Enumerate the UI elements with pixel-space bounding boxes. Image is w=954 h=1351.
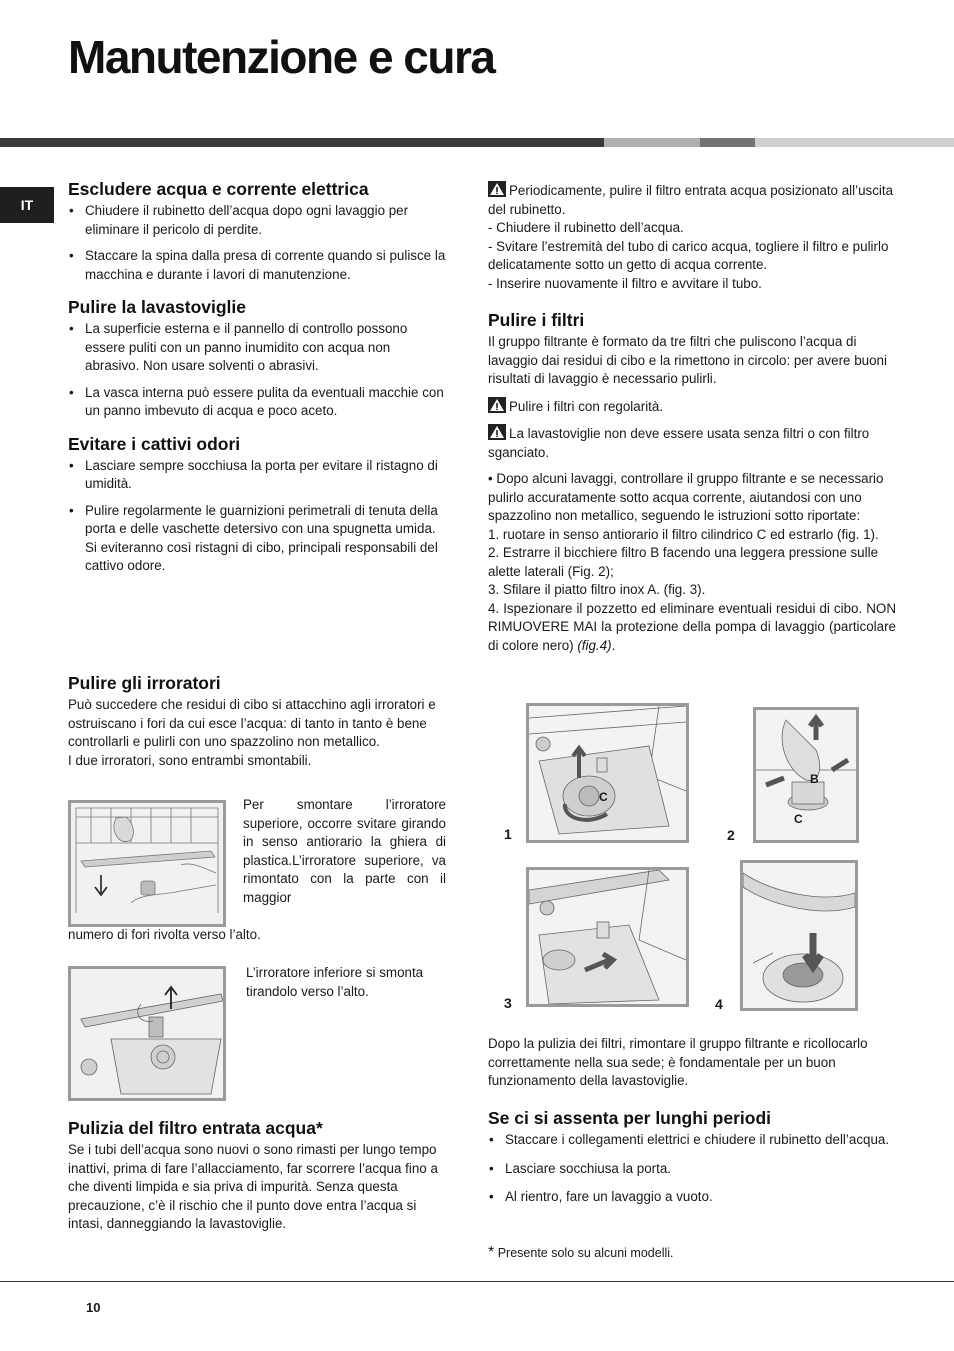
footnote-text: Presente solo su alcuni modelli.: [497, 1246, 674, 1260]
page-title: Manutenzione e cura: [68, 31, 495, 83]
step-line: [488, 600, 896, 656]
section-odors: [68, 433, 446, 576]
paragraph: Per smontare l’irroratore superiore, occorre svitare girando in senso antiorario la ghiera di plastica.L’irroratore superiore, va rimontato con la parte con il maggior: [243, 797, 446, 905]
figure-number: 2: [727, 827, 735, 843]
warning-text: Periodicamente, pulire il filtro entrata acqua posizionato all’uscita del rubinetto.: [488, 183, 894, 217]
list-item: • Staccare la spina dalla presa di corrente quando si pulisce la macchina e durante i lavori di manutenzione.: [68, 247, 446, 284]
filter-figure-1: [526, 703, 689, 843]
figure-ref: (fig.4): [577, 637, 612, 653]
section-sprayers: [68, 672, 446, 770]
footer-rule: [0, 1281, 954, 1282]
warning-text: Pulire i filtri con regolarità.: [509, 398, 664, 414]
section-heading: Pulire i filtri: [488, 310, 585, 330]
paragraph: • Dopo alcuni lavaggi, controllare il gruppo filtrante e se necessario pulirlo accuratamente sotto acqua corrente, aiutandosi con uno spazzolino non metallico, seguendo le istruzioni sotto riportate:: [488, 471, 884, 523]
filter-figure-2: [753, 707, 859, 843]
language-tab: IT: [0, 187, 54, 223]
warning-icon: [488, 424, 506, 440]
section-heading: Pulire gli irroratori: [68, 673, 221, 693]
figure-label-c: C: [599, 790, 608, 804]
list-item: • Staccare i collegamenti elettrici e chiudere il rubinetto dell’acqua.: [488, 1131, 896, 1150]
list-item: • La superficie esterna e il pannello di controllo possono essere puliti con un panno inumidito con acqua non abrasivo. Non usare solventi o abrasivi.: [68, 320, 446, 376]
figure-number: 4: [715, 996, 723, 1012]
warning-paragraph: [488, 181, 896, 219]
paragraph: I due irroratori, sono entrambi smontabili.: [68, 752, 312, 768]
section-heading: Evitare i cattivi odori: [68, 433, 241, 454]
figure-number: 3: [504, 995, 512, 1011]
list-item: • Lasciare socchiusa la porta.: [488, 1160, 896, 1179]
section-clean-filters: [488, 309, 896, 655]
warning-paragraph: [488, 424, 896, 462]
list-item: • Chiudere il rubinetto dell’acqua dopo ogni lavaggio per eliminare il pericolo di perdite.: [68, 202, 446, 239]
section-heading: Pulizia del filtro entrata acqua*: [68, 1118, 323, 1138]
step-line: - Inserire nuovamente il filtro e avvitare il tubo.: [488, 275, 762, 291]
right-column: [488, 181, 896, 655]
step-text: 4. Ispezionare il pozzetto ed eliminare eventuali residui di cibo. NON RIMUOVERE MAI la protezione della pompa di lavaggio (particolare di colore nero): [488, 600, 896, 653]
upper-sprayer-illustration: [68, 800, 226, 927]
paragraph: L’irroratore inferiore si smonta tirandolo verso l’alto.: [246, 965, 424, 999]
section-disconnect: [68, 178, 446, 284]
filter-figure-4: [740, 860, 858, 1011]
lower-sprayer-text: [246, 964, 446, 1001]
filter-figure-3-drawing: [529, 870, 686, 1004]
filter-figure-4-drawing: [743, 863, 855, 1008]
step-line: 2. Estrarre il bicchiere filtro B facendo una leggera pressione sulle alette laterali (Fig. 2);: [488, 545, 879, 579]
header-bar-mid: [700, 138, 755, 147]
section-clean-dishwasher: [68, 296, 446, 421]
footnote-star: *: [488, 1244, 495, 1261]
filter-figure-2-drawing: [756, 710, 856, 840]
list-item: • Al rientro, fare un lavaggio a vuoto.: [488, 1188, 896, 1207]
filters-reassemble: [488, 1035, 896, 1091]
warning-icon: [488, 397, 506, 413]
filter-figure-3: [526, 867, 689, 1007]
footnote: [488, 1244, 896, 1263]
inlet-filter-instructions: [488, 181, 896, 293]
filter-figure-1-drawing: [529, 706, 686, 840]
upper-sprayer-drawing: [71, 803, 223, 924]
section-away: [488, 1107, 896, 1215]
section-inlet-filter: [68, 1117, 446, 1234]
paragraph: numero di fori rivolta verso l’alto.: [68, 927, 261, 942]
warning-icon: [488, 181, 506, 197]
figure-label-b: B: [810, 772, 819, 786]
list-item: • Pulire regolarmente le guarnizioni perimetrali di tenuta della porta e delle vaschette detersivo con una spugnetta umida. Si eviteranno così ristagni di cibo, principali responsabili del cattivo odore.: [68, 502, 446, 576]
list-item: • La vasca interna può essere pulita da eventuali macchie con un panno imbevuto di acqua e poco aceto.: [68, 384, 446, 421]
step-line: - Svitare l’estremità del tubo di carico acqua, togliere il filtro e pulirlo delicatamente sotto un getto di acqua corrente.: [488, 238, 889, 272]
figure-number: 1: [504, 826, 512, 842]
section-heading: Pulire la lavastoviglie: [68, 297, 246, 317]
paragraph: Dopo la pulizia dei filtri, rimontare il gruppo filtrante e ricollocarlo correttamente nella sua sede; è fondamentale per un buon funzionamento della lavastoviglie.: [488, 1036, 868, 1088]
header-bar-dark: [0, 138, 604, 147]
upper-sprayer-text: [243, 796, 446, 907]
upper-sprayer-text-cont: [68, 926, 446, 945]
step-line: 1. ruotare in senso antiorario il filtro cilindrico C ed estrarlo (fig. 1).: [488, 526, 879, 542]
step-line: - Chiudere il rubinetto dell’acqua.: [488, 220, 684, 235]
header-bar-light: [604, 138, 700, 147]
section-heading: Escludere acqua e corrente elettrica: [68, 179, 369, 199]
header-bar-pale: [755, 138, 954, 147]
left-column: [68, 178, 446, 588]
paragraph: Se i tubi dell’acqua sono nuovi o sono rimasti per lungo tempo inattivi, prima di fare l’allacciamento, far scorrere l’acqua fino a che diventi limpida e sia priva di impurità. Senza questa precauzione, c’è il rischio che il punto dove entra l’acqua si intasi, danneggiando la lavastoviglie.: [68, 1142, 438, 1231]
lower-sprayer-illustration: [68, 966, 226, 1101]
warning-paragraph: [488, 397, 896, 417]
paragraph: Il gruppo filtrante è formato da tre filtri che puliscono l’acqua di lavaggio dai residui di cibo e la rimettono in circolo: per avere buoni risultati di lavaggio è necessario pulirli.: [488, 334, 887, 386]
figure-label-c: C: [794, 812, 803, 826]
list-item: • Lasciare sempre socchiusa la porta per evitare il ristagno di umidità.: [68, 457, 446, 494]
warning-text: La lavastoviglie non deve essere usata senza filtri o con filtro sganciato.: [488, 426, 870, 460]
page-number: 10: [86, 1300, 101, 1315]
paragraph: Può succedere che residui di cibo si attacchino agli irroratori e ostruiscano i fori da cui esce l’acqua: di tanto in tanto è bene controllarli e pulirli con uno spazzolino non metallico.: [68, 697, 436, 749]
step-line: 3. Sfilare il piatto filtro inox A. (fig. 3).: [488, 582, 706, 597]
section-heading: Se ci si assenta per lunghi periodi: [488, 1108, 771, 1128]
lower-sprayer-drawing: [71, 969, 223, 1098]
step-text-end: .: [611, 637, 616, 653]
